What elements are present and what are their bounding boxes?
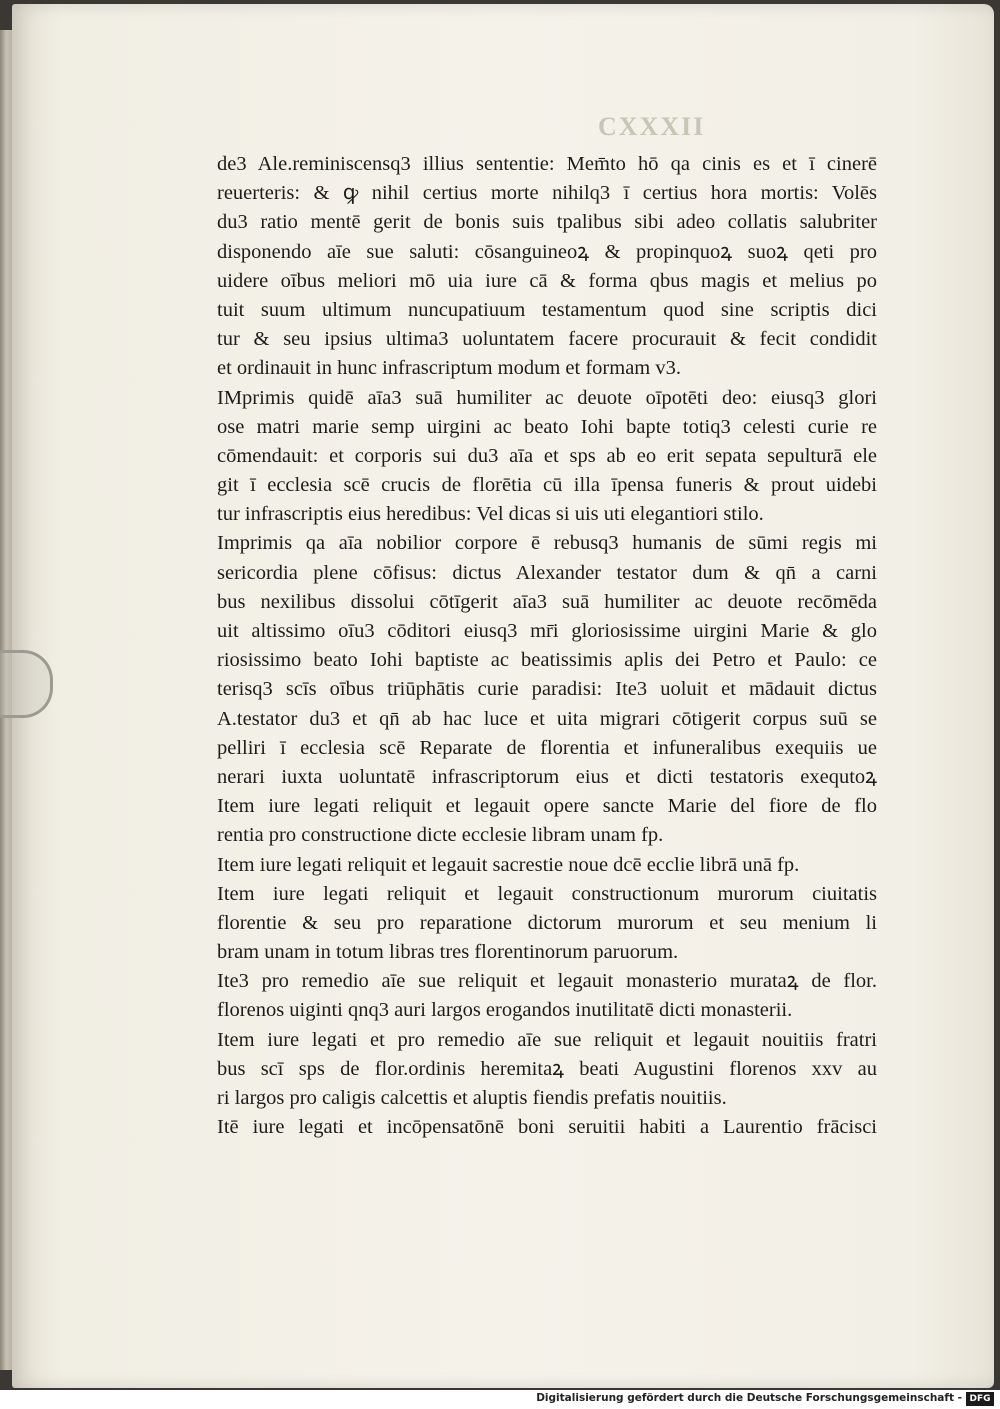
clasp-clip: [0, 650, 53, 718]
text-line: Item iure legati reliquit et legauit sacrestie noue dcē ecclie librā unā fp.: [217, 853, 800, 876]
text-line: uidere oībus meliori mō uia iure cā & forma qbus magis et melius po: [217, 269, 877, 292]
text-line: Item iure legati reliquit et legauit opere sancte Marie del fiore de flo: [217, 795, 877, 818]
text-line: florenos uiginti qnq3 auri largos erogandos inutilitatē dicti monasterii.: [217, 999, 793, 1022]
text-line: A.testator du3 et qn̄ ab hac luce et uita migrari cōtigerit corpus suū se: [217, 707, 877, 730]
text-line: de3 Ale.reminiscensq3 illius sententie: Mem̄to hō qa cinis es et ī cinerē: [217, 153, 877, 175]
text-line: nerari iuxta uoluntatē infrascriptorum eius et dicti testatoris exequtoꝝ: [217, 765, 877, 788]
text-line: Item iure legati reliquit et legauit constructionum murorum ciuitatis: [217, 882, 877, 905]
text-line: pelliri ī ecclesia scē Reparate de florentia et infuneralibus exequiis ue: [217, 736, 877, 759]
text-line: uit altissimo oīu3 cōditori eiusq3 mr̄i gloriosissime uirgini Marie & glo: [217, 620, 877, 642]
text-line: tur infrascriptis eius heredibus: Vel dicas si uis uti elegantiori stilo.: [217, 503, 764, 526]
funding-note: Digitalisierung gefördert durch die Deutsche Forschungsgemeinschaft -: [536, 1392, 962, 1404]
text-block: [217, 150, 877, 1142]
text-line: git ī ecclesia scē crucis de florētia cū illa īpensa funeris & prout uidebi: [217, 474, 877, 497]
text-line: tur & seu ipsius ultima3 uoluntatem facere procurauit & fecit condidit: [217, 328, 877, 351]
text-line: Item iure legati et pro remedio aīe sue reliquit et legauit nouitiis fratri: [217, 1028, 877, 1051]
text-line: bus nexilibus dissolui cōtīgerit aīa3 suā humiliter ac deuote recōmēda: [217, 590, 877, 613]
text-line: reuerteris: & ꝙ nihil certius morte nihilq3 ī certius hora mortis: Volēs: [217, 182, 877, 205]
text-line: cōmendauit: et corporis sui du3 aīa et sps ab eo erit sepata sepulturā ele: [217, 444, 877, 467]
text-line: riosissimo beato Iohi baptiste ac beatissimis aplis dei Petro et Paulo: ce: [217, 649, 877, 672]
text-line: ri largos pro caligis calcettis et aluptis fiendis prefatis nouitiis.: [217, 1087, 727, 1109]
text-line: ose matri marie semp uirgini ac beato Iohi bapte totiq3 celesti curie re: [217, 415, 877, 438]
text-line: bus scī sps de flor.ordinis heremitaꝝ beati Augustini florenos xxv au: [217, 1057, 877, 1080]
text-line: du3 ratio mentē gerit de bonis suis tpalibus sibi adeo collatis salubriter: [217, 211, 877, 234]
text-line: terisq3 scīs oībus triūphātis curie paradisi: Ite3 uoluit et mādauit dictus: [217, 678, 877, 701]
text-line: IMprimis quidē aīa3 suā humiliter ac deuote oīpotēti deo: eiusq3 glori: [217, 386, 877, 409]
text-line: bram unam in totum libras tres florentinorum paruorum.: [217, 941, 679, 964]
text-line: et ordinauit in hunc infrascriptum modum et formam v3.: [217, 357, 681, 380]
text-line: Imprimis qa aīa nobilior corpore ē rebusq3 humanis de sūmi regis mi: [217, 532, 877, 555]
text-line: rentia pro constructione dicte ecclesie libram unam fp.: [217, 824, 664, 847]
text-line: florentie & seu pro reparatione dictorum murorum et seu menium li: [217, 911, 877, 934]
text-line: Ite3 pro remedio aīe sue reliquit et legauit monasterio murataꝝ de flor.: [217, 970, 877, 993]
dfg-logo: DFG: [966, 1392, 994, 1406]
text-line: disponendo aīe sue saluti: cōsanguineoꝝ & propinquoꝝ suoꝝ qeti pro: [217, 240, 877, 263]
footer-bar: [0, 1390, 1000, 1409]
text-line: tuit suum ultimum nuncupatiuum testamentum quod sine scriptis dici: [217, 298, 877, 321]
folio-number: CXXXII: [598, 112, 706, 141]
text-line: sericordia plene cōfisus: dictus Alexander testator dum & qn̄ a carni: [217, 561, 877, 584]
text-line: Itē iure legati et incōpensatōnē boni seruitii habiti a Laurentio frācisci: [217, 1116, 877, 1139]
